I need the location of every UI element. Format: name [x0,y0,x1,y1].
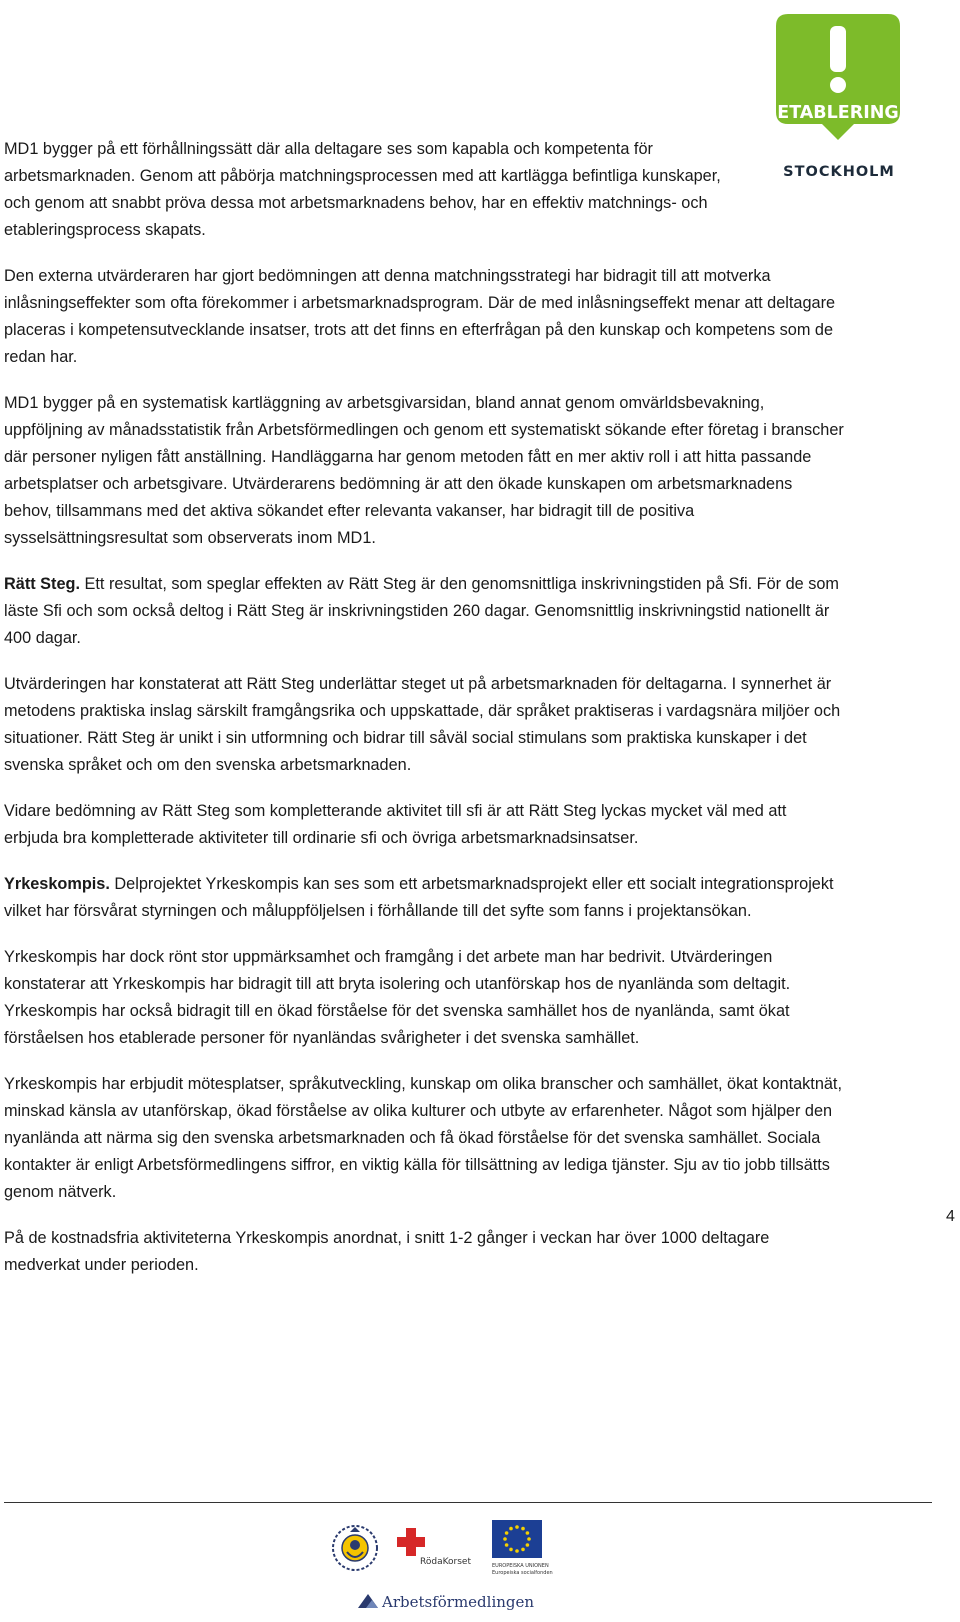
redcross-logo [398,1526,470,1570]
paragraph-9: Yrkeskompis har erbjudit mötesplatser, språkutveckling, kunskap om olika branscher och samhället, ökat kontaktnät, minskad känsla av utanförskap, ökad förståelse av olika kulturer och utbyte av erfarenheter. Något som hjälper den nyanlända att närma sig den svenska arbetsmarknaden och få ökad förståelse för det svenska samhället. Sociala kontakter är enligt Arbetsförmedlingens siffror, en viktig källa för tillsättning av lediga tjänster. Sju av tio jobb tillsätts genom nätverk. [4,1075,842,1201]
paragraph-5: Utvärderingen har konstaterat att Rätt Steg underlättar steget ut på arbetsmarknaden för deltagarna. I synnerhet är metodens praktiska inslag särskilt framgångsrika och uppskattade, där språket praktiseras i vardagsnära miljöer och situationer. Rätt Steg är unikt i sin utformning och bidrar till såväl social stimulans som praktiska kunskaper i det svenska språket och om den svenska arbetsmarknaden. [4,675,841,774]
arbetsformedlingen-logo [356,1588,535,1614]
logo-word: ETABLERING [777,103,899,123]
paragraph-7-text: Delprojektet Yrkeskompis kan ses som ett arbetsmarknadsprojekt eller ett socialt integrationsprojekt vilket har försvårat styrningen och måluppföljelsen i förhållande till det syfte som fanns i projektansökan. [4,875,834,920]
etablering-badge-icon [774,12,902,140]
red-cross-icon [398,1526,470,1570]
paragraph-7 [4,871,844,925]
arbetsformedlingen-mark-icon [356,1588,535,1614]
paragraph-10: På de kostnadsfria aktiviteterna Yrkeskompis anordnat, i snitt 1-2 gånger i veckan har över 1000 deltagare medverkat under perioden. [4,1229,770,1274]
paragraph-8: Yrkeskompis har dock rönt stor uppmärksamhet och framgång i det arbete man har bedrivit. Utvärderingen konstaterar att Yrkeskompis har bidragit till att bryta isolering och utanförskap hos de nyanlända som deltagit. Yrkeskompis har också bidragit till en ökad förståelse för det svenska samhället hos de nyanlända, samt ökat förståelsen hos etablerade personer för nyanländas svårigheter i det svenska samhället. [4,948,791,1047]
af-label: Arbetsförmedlingen [382,1593,535,1611]
paragraph-4 [4,571,844,652]
footer-logos [0,1510,960,1622]
paragraph-1 [4,136,724,244]
page-number: 4 [946,1208,955,1225]
document-body [4,136,844,1298]
eu-logo [490,1520,553,1580]
paragraph-4-heading: Rätt Steg. [4,575,80,593]
stockholm-seal-icon [330,1518,380,1582]
footer-divider [4,1502,932,1503]
paragraph-7-heading: Yrkeskompis. [4,875,110,893]
eu-flag-icon [490,1520,553,1580]
paragraph-4-text: Ett resultat, som speglar effekten av Rätt Steg är den genomsnittliga inskrivningstiden på Sfi. För de som läste Sfi och som också deltog i Rätt Steg är inskrivningstiden 260 dagar. Genomsnittlig inskrivningstid nationellt är 400 dagar. [4,575,839,647]
paragraph-2: Den externa utvärderaren har gjort bedömningen att denna matchningsstrategi har bidragit till att motverka inlåsningseffekter som ofta förekommer i arbetsmarknadsprogram. Där de med inlåsningseffekt menar att deltagare placeras i kompetensutvecklande insatser, trots att det finns en efterfrågan på den kunskap och kompetens som de redan har. [4,267,836,366]
redcross-label: RödaKorset [420,1557,471,1567]
paragraph-1-line-1: MD1 bygger på ett förhållningssätt där alla deltagare ses som kapabla och kompetenta [4,140,630,158]
logo-city: STOCKHOLM [783,164,895,180]
paragraph-1-rest: för arbetsmarknaden. Genom att påbörja matchningsprocessen med att kartlägga befintliga kunskaper, och genom att snabbt pröva dessa mot arbetsmarknadens behov, har en effektiv matchnings- och etableringsprocess skapats. [4,140,721,239]
paragraph-3: MD1 bygger på en systematisk kartläggning av arbetsgivarsidan, bland annat genom omvärldsbevakning, uppföljning av månadsstatistik från Arbetsförmedlingen och genom ett systematiskt sökande efter företag i branscher där personer nyligen fått anställning. Handläggarna har genom metoden fått en mer aktiv roll i att hitta passande arbetsplatser och arbetsgivare. Utvärderarens bedömning är att den ökade kunskapen om arbetsmarknadens behov, tillsammans med det aktiva sökandet efter relevanta vakanser, har bidragit till de positiva sysselsättningsresultat som observerats inom MD1. [4,394,844,547]
paragraph-6: Vidare bedömning av Rätt Steg som kompletterande aktivitet till sfi är att Rätt Steg lyckas mycket väl med att erbjuda bra kompletterade aktiviteter till ordinarie sfi och övriga arbetsmarknadsinsatser. [4,802,787,847]
eu-label-1: EUROPEISKA UNIONEN [492,1563,549,1569]
eu-label-2: Europeiska socialfonden [492,1570,553,1576]
